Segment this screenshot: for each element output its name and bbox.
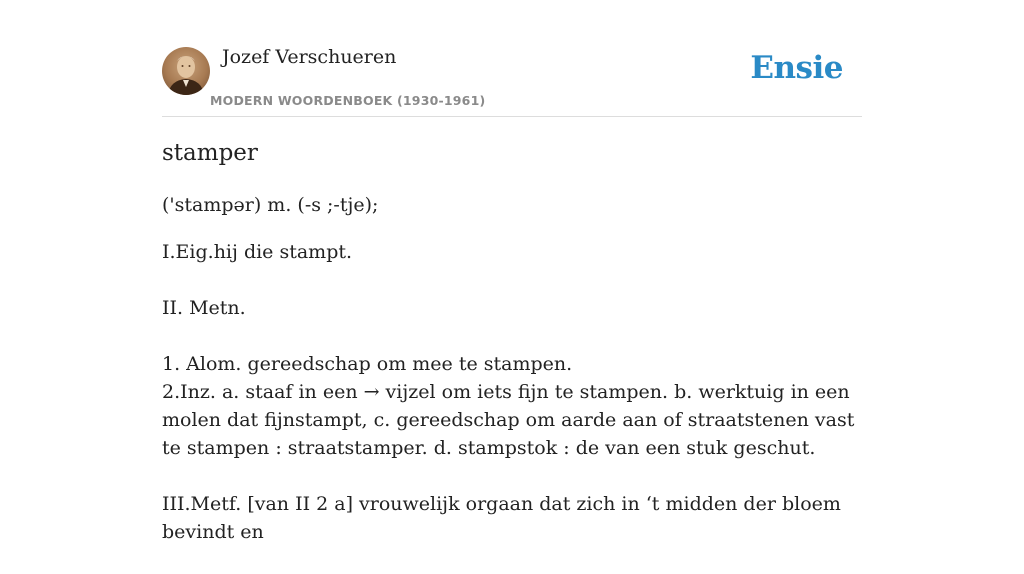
entry-page [162, 0, 862, 543]
author-portrait-icon [162, 47, 210, 95]
definition-paragraph: III.Metf. [van II 2 a] vrouwelijk orgaan dat zich in ‘t midden der bloem bevindt en [162, 493, 841, 543]
definition-paragraph: 2.Inz. a. staaf in een → vijzel om iets fijn te stampen. b. werktuig in een molen dat fijnstampt, c. gereedschap om aarde aan of straatstenen vast te stampen : straatstamper. d. stampstok : de van een stuk geschut. [162, 381, 855, 459]
definition-paragraph: I.Eig.hij die stampt. [162, 241, 353, 263]
author-avatar[interactable] [162, 47, 210, 95]
headword: stamper [162, 140, 258, 166]
dictionary-source[interactable]: MODERN WOORDENBOEK (1930-1961) [210, 93, 486, 108]
author-name[interactable]: Jozef Verschueren [222, 46, 397, 68]
entry-header [162, 0, 862, 117]
definition-paragraph: II. Metn. [162, 297, 246, 319]
definition-body [162, 238, 862, 574]
definition-paragraph: 1. Alom. gereedschap om mee te stampen. [162, 353, 573, 375]
pronunciation: ('stampər) m. (-s ;-tje); [162, 194, 379, 216]
ensie-logo[interactable]: Ensie [750, 50, 843, 86]
